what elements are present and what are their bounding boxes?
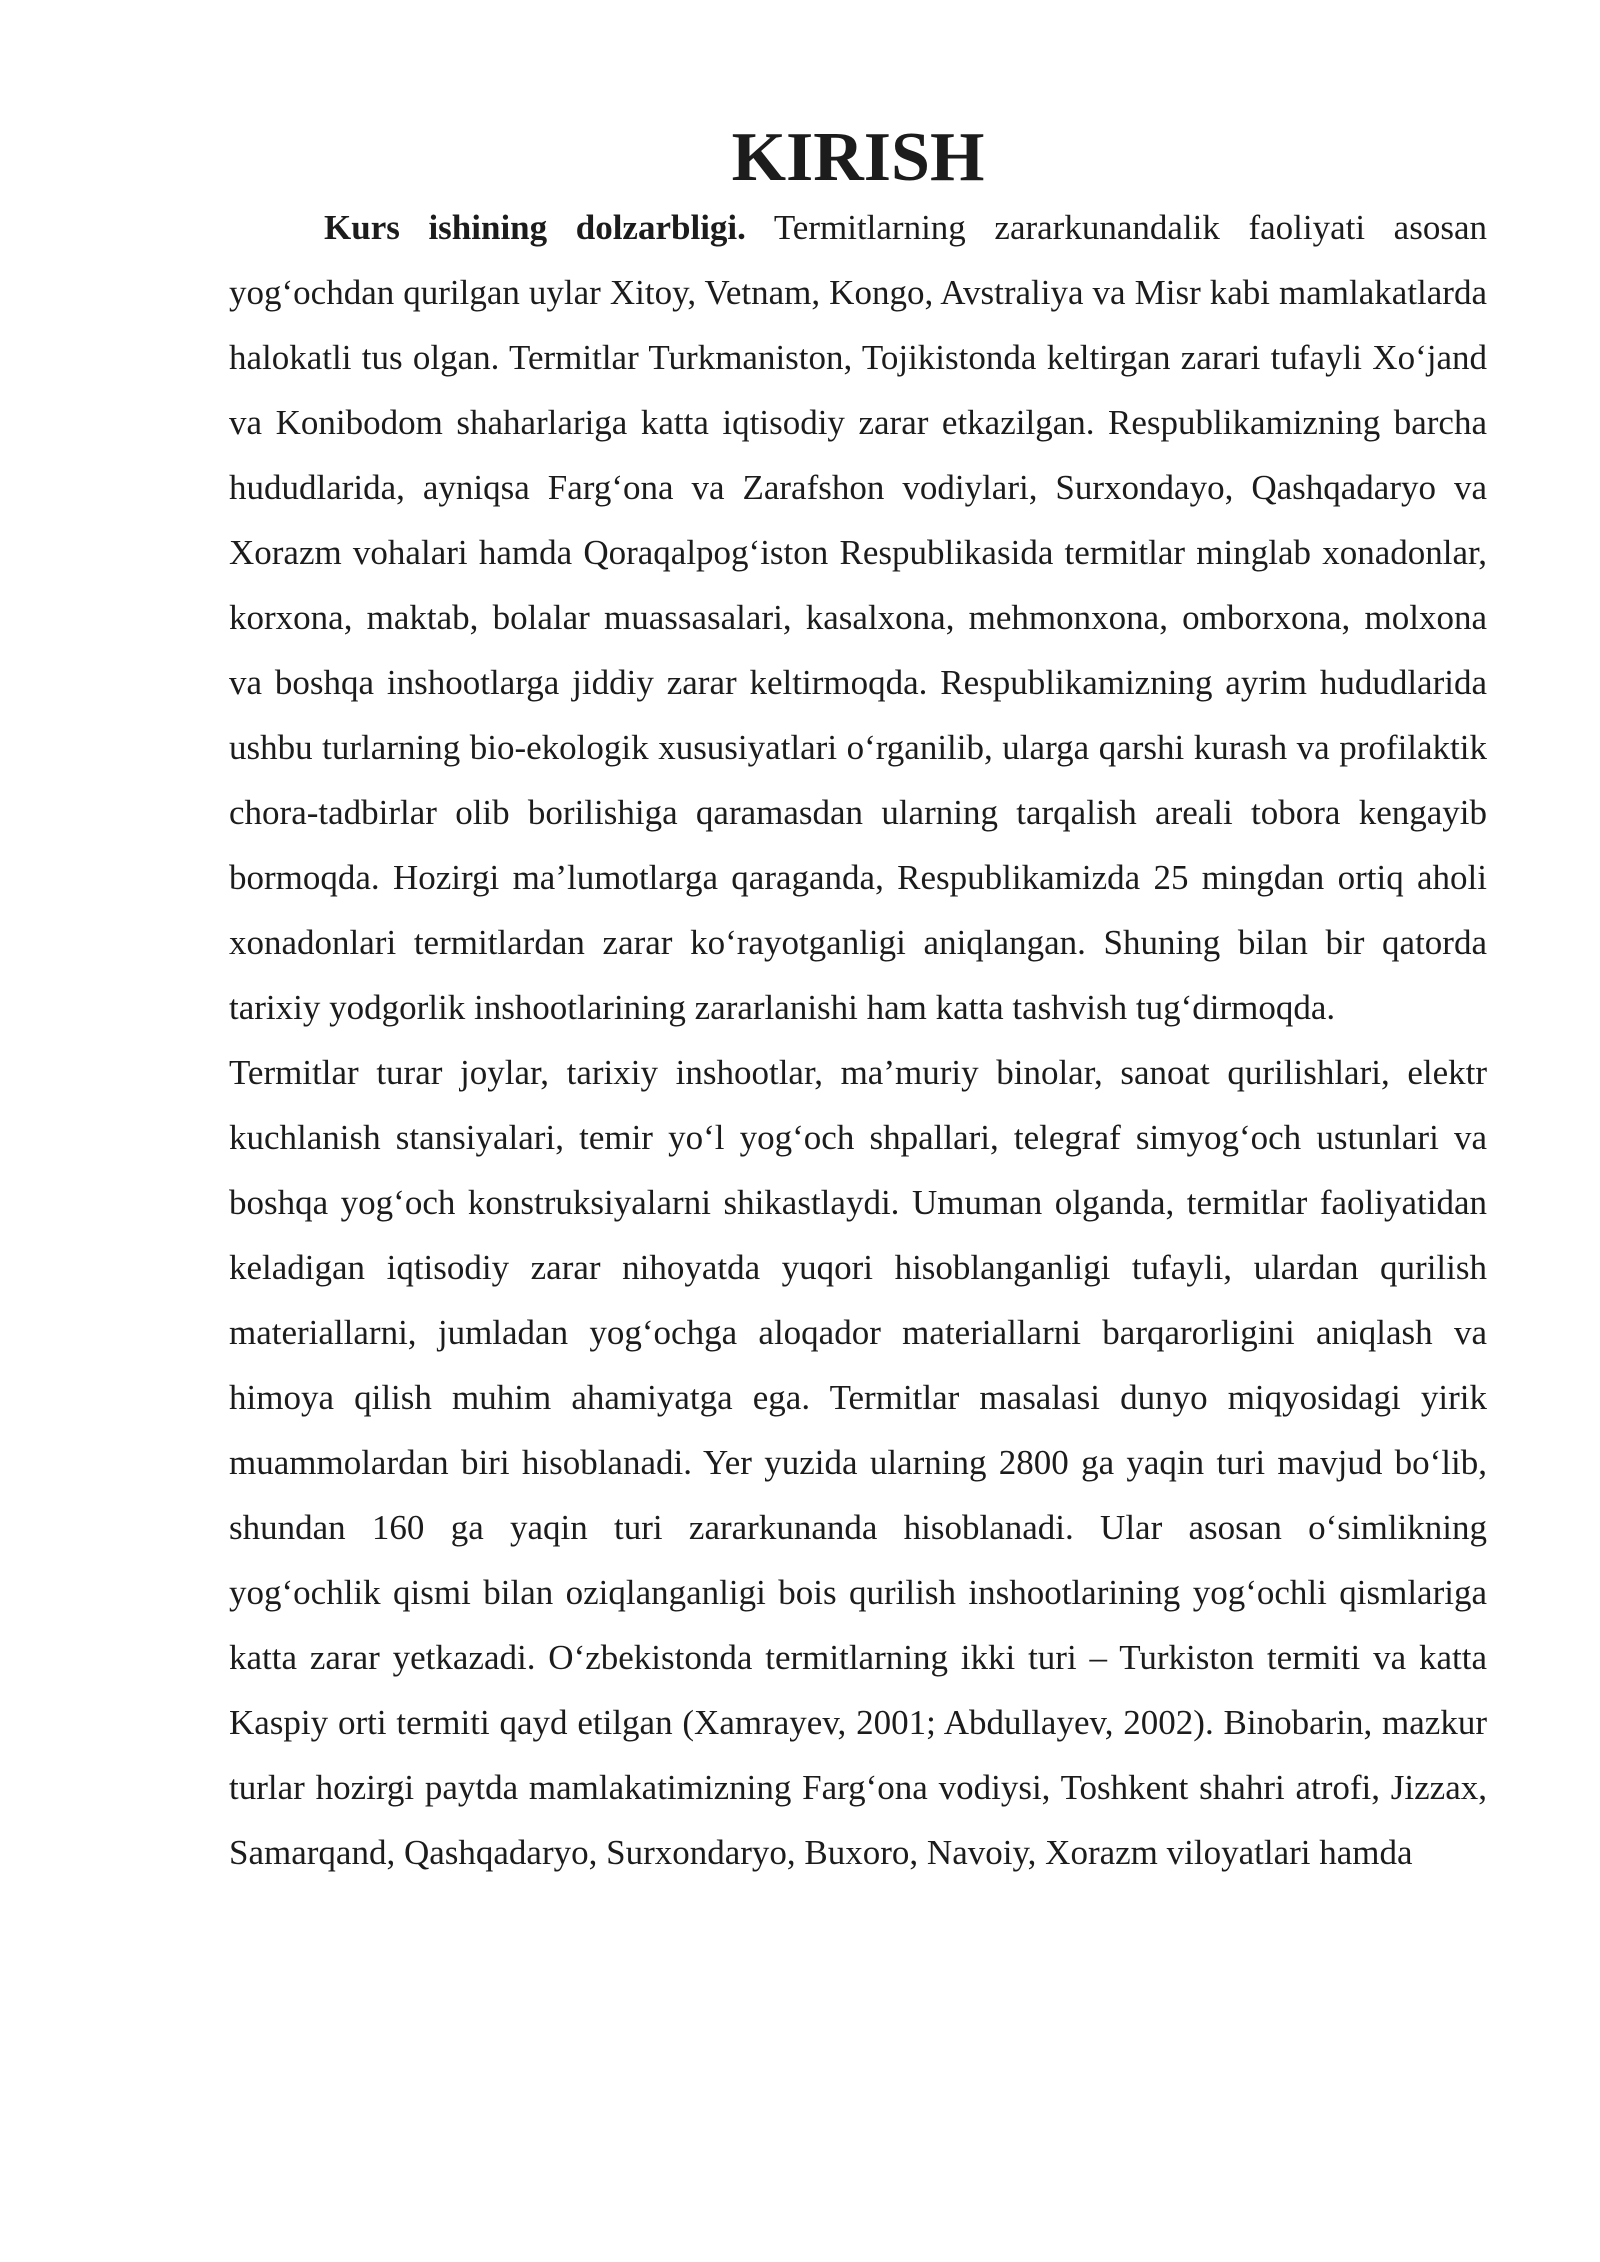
- section-lead-heading: Kurs ishining dolzarbligi.: [324, 208, 746, 247]
- paragraph-relevance-text: Termitlarning zararkunandalik faoliyati asosan yog‘ochdan qurilgan uylar Xitoy, Vetnam, Kongo, Avstraliya va Misr kabi mamlakatlarda halokatli tus olgan. Termitlar Turkmaniston, Tojikistonda keltirgan zarari tufayli Xo‘jand va Konibodom shaharlariga katta iqtisodiy zarar etkazilgan. Respublikamizning barcha hududlarida, ayniqsa Farg‘ona va Zarafshon vodiylari, Surxondayo, Qashqadaryo va Xorazm vohalari hamda Qoraqalpog‘iston Respublikasida termitlar minglab xonadonlar, korxona, maktab, bolalar muassasalari, kasalxona, mehmonxona, omborxona, molxona va boshqa inshootlarga jiddiy zarar keltirmoqda. Respublikamizning ayrim hududlarida ushbu turlarning bio-ekologik xususiyatlari o‘rganilib, ularga qarshi kurash va profilaktik chora-tadbirlar olib borilishiga qaramasdan ularning tarqalish areali tobora kengayib bormoqda. Hozirgi ma’lumotlarga qaraganda, Respublikamizda 25 mingdan ortiq aholi xonadonlari termitlardan zarar ko‘rayotganligi aniqlangan. Shuning bilan bir qatorda tarixiy yodgorlik inshootlarining zararlanishi ham katta tashvish tug‘dirmoqda.: [229, 208, 1487, 1027]
- paragraph-termite-damage: Termitlar turar joylar, tarixiy inshootlar, ma’muriy binolar, sanoat qurilishlari, elektr kuchlanish stansiyalari, temir yo‘l yog‘och shpallari, telegraf simyog‘och ustunlari va boshqa yog‘och konstruksiyalarni shikastlaydi. Umuman olganda, termitlar faoliyatidan keladigan iqtisodiy zarar nihoyatda yuqori hisoblanganligi tufayli, ulardan qurilish materiallarni, jumladan yog‘ochga aloqador materiallarni barqarorligini aniqlash va himoya qilish muhim ahamiyatga ega. Termitlar masalasi dunyo miqyosidagi yirik muammolardan biri hisoblanadi. Yer yuzida ularning 2800 ga yaqin turi mavjud bo‘lib, shundan 160 ga yaqin turi zararkunanda hisoblanadi. Ular asosan o‘simlikning yog‘ochlik qismi bilan oziqlanganligi bois qurilish inshootlarining yog‘ochli qismlariga katta zarar yetkazadi. O‘zbekistonda termitlarning ikki turi – Turkiston termiti va katta Kaspiy orti termiti qayd etilgan (Xamrayev, 2001; Abdullayev, 2002). Binobarin, mazkur turlar hozirgi paytda mamlakatimizning Farg‘ona vodiysi, Toshkent shahri atrofi, Jizzax, Samarqand, Qashqadaryo, Surxondaryo, Buxoro, Navoiy, Xorazm viloyatlari hamda: [229, 1053, 1487, 1872]
- page-title: KIRISH: [731, 119, 985, 196]
- document-page: [229, 119, 1487, 1885]
- paragraph-relevance: [229, 195, 1487, 1040]
